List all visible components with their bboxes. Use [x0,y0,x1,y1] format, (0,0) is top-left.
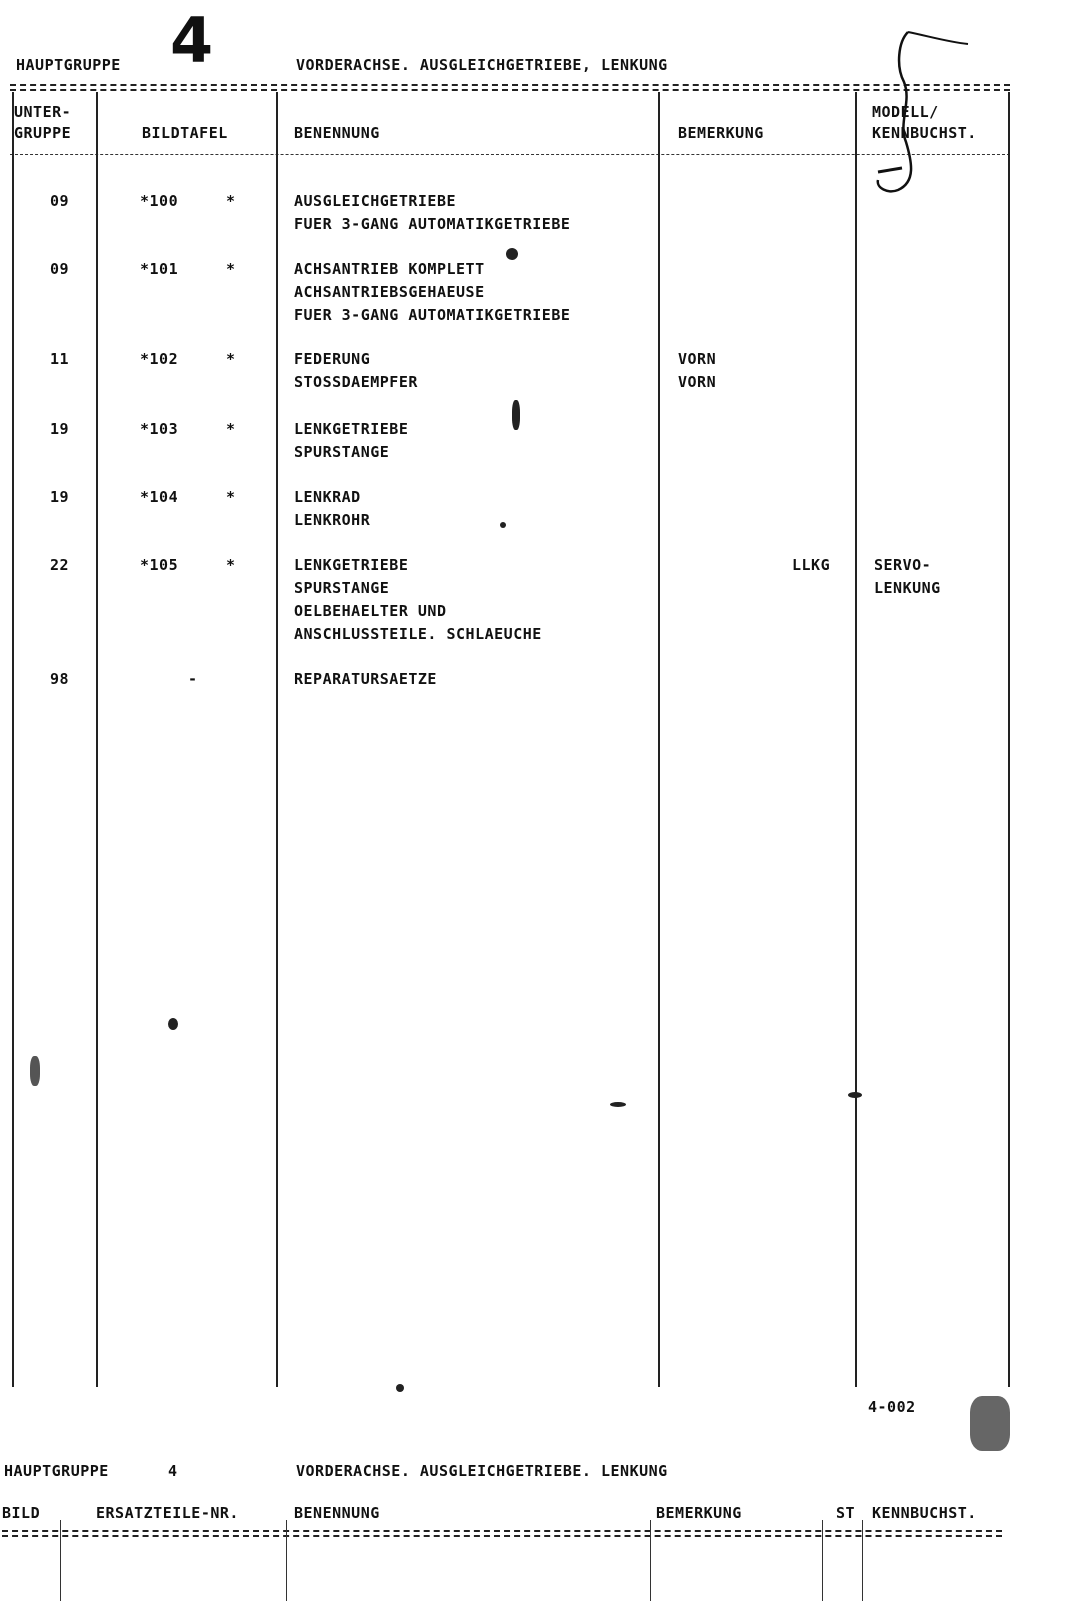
sheet2-divider [650,1520,651,1601]
row-untergruppe: 19 [50,488,70,506]
row-model: SERVO- [874,556,932,574]
header-ersatzteile: ERSATZTEILE-NR. [96,1504,239,1522]
col-divider-4 [855,92,857,1387]
header-bild: BILD [2,1504,41,1522]
header-modell-1: MODELL/ [872,103,939,121]
row-bildtafel: *100 [140,192,179,210]
row-star: * [226,192,236,210]
scan-speck [30,1056,40,1086]
header-bemerkung-2: BEMERKUNG [656,1504,742,1522]
row-untergruppe: 09 [50,260,70,278]
sheet2-divider [862,1520,863,1601]
row-remark: VORN [678,350,717,368]
row-untergruppe: 11 [50,350,70,368]
row-name: ANSCHLUSSTEILE. SCHLAEUCHE [294,625,542,643]
row-star: - [188,670,198,688]
scan-speck [512,400,520,430]
row-bildtafel: *102 [140,350,179,368]
header-modell-2: KENNBUCHST. [872,124,977,142]
col-divider-left [12,92,14,1387]
page-number: 4-002 [868,1398,916,1416]
header-kennbuchst: KENNBUCHST. [872,1504,977,1522]
row-untergruppe: 19 [50,420,70,438]
row-bildtafel: *101 [140,260,179,278]
header-untergruppe-2: GRUPPE [14,124,72,142]
row-name: LENKGETRIEBE [294,556,409,574]
header-st: ST [836,1504,856,1522]
row-bildtafel: *103 [140,420,179,438]
row-remark: VORN [678,373,717,391]
row-untergruppe: 98 [50,670,70,688]
column-header-rule [10,154,1010,155]
row-star: * [226,420,236,438]
header-benennung: BENENNUNG [294,124,380,142]
col-divider-2 [276,92,278,1387]
header-benennung-2: BENENNUNG [294,1504,380,1522]
row-name: FUER 3-GANG AUTOMATIKGETRIEBE [294,306,571,324]
header-bildtafel: BILDTAFEL [142,124,228,142]
scan-speck [500,522,506,528]
col-divider-right [1008,92,1010,1387]
row-name: SPURSTANGE [294,443,390,461]
group-title-2: VORDERACHSE. AUSGLEICHGETRIEBE. LENKUNG [296,1462,668,1480]
row-name: REPARATURSAETZE [294,670,437,688]
row-name: FUER 3-GANG AUTOMATIKGETRIEBE [294,215,571,233]
row-name: AUSGLEICHGETRIEBE [294,192,457,210]
row-star: * [226,556,236,574]
row-name: LENKRAD [294,488,361,506]
handwritten-mark [868,22,978,202]
group-number: 4 [170,4,214,77]
row-star: * [226,260,236,278]
sheet2-divider [822,1520,823,1601]
row-code: LLKG [792,556,831,574]
header-bemerkung: BEMERKUNG [678,124,764,142]
scan-speck [396,1384,404,1392]
row-bildtafel: *105 [140,556,179,574]
scan-speck [848,1092,862,1098]
row-name: FEDERUNG [294,350,371,368]
row-name: ACHSANTRIEBSGEHAEUSE [294,283,485,301]
row-bildtafel: *104 [140,488,179,506]
row-name: ACHSANTRIEB KOMPLETT [294,260,485,278]
group-label-2: HAUPTGRUPPE [4,1462,109,1480]
sheet2-rule [2,1530,1002,1532]
scan-speck [970,1396,1010,1451]
row-name: LENKGETRIEBE [294,420,409,438]
row-name: LENKROHR [294,511,371,529]
sheet2-divider [60,1520,61,1601]
row-untergruppe: 09 [50,192,70,210]
group-title: VORDERACHSE. AUSGLEICHGETRIEBE, LENKUNG [296,56,668,74]
header-untergruppe-1: UNTER- [14,103,72,121]
sheet2-rule-2 [2,1535,1002,1537]
row-name: OELBEHAELTER UND [294,602,447,620]
row-model: LENKUNG [874,579,941,597]
col-divider-1 [96,92,98,1387]
row-name: STOSSDAEMPFER [294,373,418,391]
col-divider-3 [658,92,660,1387]
row-name: SPURSTANGE [294,579,390,597]
header-rule-2 [10,89,1010,91]
sheet2-divider [286,1520,287,1601]
row-untergruppe: 22 [50,556,70,574]
header-rule [10,84,1010,86]
row-star: * [226,488,236,506]
scan-speck [506,248,518,260]
scan-speck [610,1102,626,1107]
group-label: HAUPTGRUPPE [16,56,121,74]
group-number-2: 4 [168,1462,178,1480]
row-star: * [226,350,236,368]
scan-speck [168,1018,178,1030]
